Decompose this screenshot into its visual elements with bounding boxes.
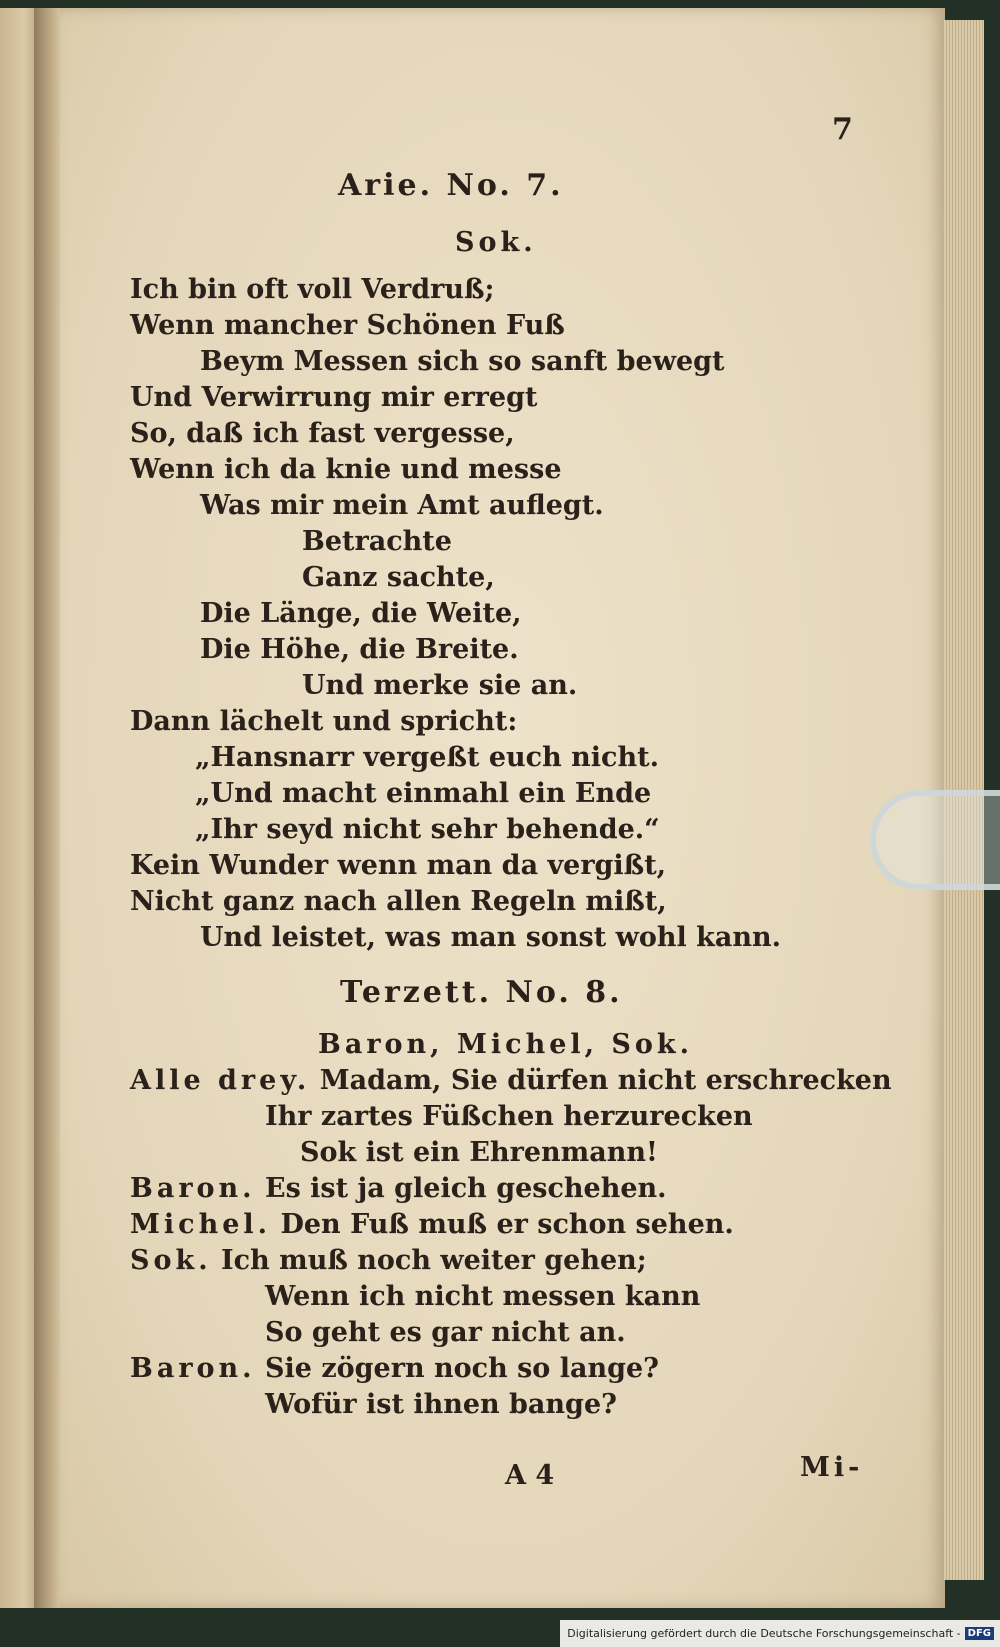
footer-bar [560, 1620, 1000, 1647]
dialogue-line: Sok ist ein Ehrenmann! [300, 1137, 658, 1168]
page-number: 7 [832, 112, 853, 147]
dialogue-line [130, 1243, 647, 1279]
verse-line: „Und macht einmahl ein Ende [195, 778, 652, 809]
speakers-list: Baron, Michel, Sok. [318, 1029, 694, 1060]
dialogue-line: Wenn ich nicht messen kann [265, 1281, 701, 1312]
verse-line: Was mir mein Amt auflegt. [200, 490, 604, 521]
section-heading-terzett: Terzett. No. 8. [340, 975, 623, 1010]
dialogue-line [130, 1207, 734, 1243]
verse-line: Kein Wunder wenn man da vergißt, [130, 850, 667, 881]
verse-line: Ganz sachte, [302, 562, 495, 593]
footer-text: Digitalisierung gefördert durch die Deutsche Forschungsgemeinschaft - [567, 1627, 961, 1640]
verse-line: Die Länge, die Weite, [200, 598, 522, 629]
speaker-label: Baron. [130, 1353, 256, 1384]
verse-line: Wenn mancher Schönen Fuß [130, 310, 565, 341]
dialogue-line: So geht es gar nicht an. [265, 1317, 626, 1348]
speaker-label: Alle drey. [130, 1065, 311, 1096]
dialogue-text: Es ist ja gleich geschehen. [265, 1173, 667, 1204]
verse-line: „Ihr seyd nicht sehr behende.“ [195, 814, 660, 845]
dialogue-line: Wofür ist ihnen bange? [265, 1389, 617, 1420]
dialogue-line: Ihr zartes Füßchen herzurecken [265, 1101, 753, 1132]
speaker-label: Baron. [130, 1173, 256, 1204]
dialogue-text: Ich muß noch weiter gehen; [221, 1245, 647, 1276]
verse-line: Und Verwirrung mir erregt [130, 382, 538, 413]
catchword: Mi- [800, 1452, 864, 1483]
verse-line: Und merke sie an. [302, 670, 578, 701]
dialogue-line [130, 1171, 667, 1207]
dialogue-text: Madam, Sie dürfen nicht erschrecken [319, 1065, 892, 1096]
verse-line: Betrachte [302, 526, 452, 557]
verse-line: Wenn ich da knie und messe [130, 454, 562, 485]
verse-line: Und leistet, was man sonst wohl kann. [200, 922, 782, 953]
dialogue-line [130, 1351, 659, 1387]
verse-line: Ich bin oft voll Verdruß; [130, 274, 495, 305]
dialogue-text: Sie zögern noch so lange? [265, 1353, 659, 1384]
dialogue-line [130, 1063, 892, 1099]
verse-line: Nicht ganz nach allen Regeln mißt, [130, 886, 667, 917]
signature-mark: A 4 [505, 1460, 555, 1491]
verse-line: So, daß ich fast vergesse, [130, 418, 515, 449]
page-clip [870, 790, 1000, 890]
speaker-label: Sok. [130, 1245, 212, 1276]
verse-line: Dann lächelt und spricht: [130, 706, 518, 737]
speaker-sok: Sok. [455, 227, 537, 258]
dialogue-text: Den Fuß muß er schon sehen. [280, 1209, 734, 1240]
verse-line: Beym Messen sich so sanft bewegt [200, 346, 725, 377]
section-heading-arie: Arie. No. 7. [338, 168, 564, 203]
dfg-logo: DFG [965, 1627, 994, 1640]
speaker-label: Michel. [130, 1209, 272, 1240]
verse-line: Die Höhe, die Breite. [200, 634, 519, 665]
verse-line: „Hansnarr vergeßt euch nicht. [195, 742, 659, 773]
